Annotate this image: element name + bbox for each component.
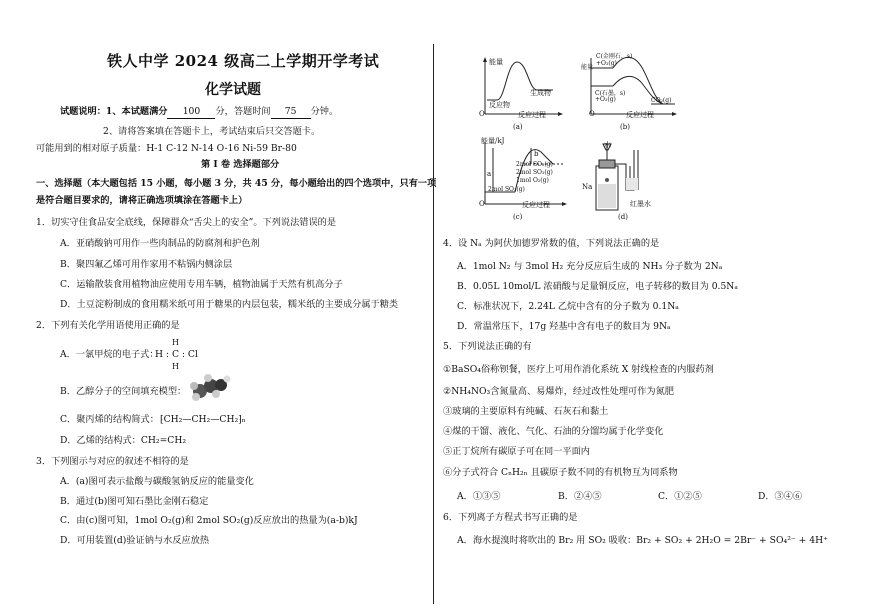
fig-b-ylabel: 能量: [581, 64, 594, 71]
q5-statement-2: ②NH₄NO₃含氮量高、易爆炸，经过改性处理可作为氮肥: [443, 386, 674, 397]
fig-c-product-1: 2mol SO₃(g): [516, 161, 553, 168]
fig-c-reactant-1: 2mol SO₂(g): [516, 169, 553, 176]
fig-c-a: a: [487, 170, 492, 178]
q3-option-d: D．可用装置(d)验证钠与水反应放热: [60, 535, 210, 546]
fig-b-mid-label: C(石墨，s): [595, 90, 626, 97]
q1-option-d: D．土豆淀粉制成的食用糯米纸可用于糖果的内层包装，糯米纸的主要成分属于糖类: [60, 299, 399, 310]
section-heading: 一、选择题（本大题包括 15 小题，每小题 3 分，共 45 分，每小题给出的四个选项中，只有一项: [36, 178, 437, 189]
fig-b-top-label: C(金刚石，s): [596, 53, 633, 60]
q2c-formula: ⁅CH₂—CH₂—CH₂⁆ₙ: [160, 414, 246, 425]
q6-option-a: A．海水提溴时将吹出的 Br₂ 用 SO₂ 吸收：Br₂ + SO₂ + 2H₂O = 2Br⁻ + SO₄²⁻ + 4H⁺: [457, 535, 828, 546]
fig-c-origin: O: [479, 200, 485, 208]
q5-statement-6: ⑥分子式符合 CₙH₂ₙ 且碳原子数不同的有机物互为同系物: [443, 467, 678, 478]
note-label: 试题说明：1、本试题满分: [60, 106, 168, 117]
q3-option-c: C．由(c)图可知，1mol O₂(g)和 2mol SO₂(g)反应放出的热量为(a-b)kJ: [60, 515, 358, 526]
fig-a-caption: (a): [513, 123, 523, 131]
q3-option-b: B．通过(b)图可知石墨比金刚石稳定: [60, 496, 209, 507]
question-1: 1．切实守住食品安全底线，保障群众“舌尖上的安全”。下列说法错误的是: [36, 217, 337, 228]
fig-b-co2: CO₂(g): [651, 97, 672, 104]
fig-c-caption: (c): [513, 213, 523, 221]
q1-option-a: A．亚硝酸钠可用作一些肉制品的防腐剂和护色剂: [60, 238, 260, 249]
note-line-2: 2、请将答案填在答题卡上，考试结束后只交答题卡。: [103, 126, 321, 137]
section-heading-2: 是符合题目要求的，请将正确选项填涂在答题卡上）: [36, 195, 248, 206]
score-value: 100: [167, 106, 215, 119]
q4-option-d: D．常温常压下，17g 羟基中含有电子的数目为 9Nₐ: [457, 321, 671, 332]
note-end: 分钟。: [310, 106, 339, 117]
question-5: 5．下列说法正确的有: [443, 341, 532, 352]
fig-d-na: Na: [582, 183, 593, 191]
question-3: 3．下列图示与对应的叙述不相符的是: [36, 456, 189, 467]
note-mid: 分，答题时间: [215, 106, 271, 117]
q5-option-c: C．①②⑤: [658, 491, 702, 502]
fig-b-origin: O: [589, 110, 595, 118]
column-divider: [433, 44, 434, 604]
q5-option-d: D．③④⑥: [758, 491, 803, 502]
q2a-h-bottom: H: [172, 362, 179, 371]
question-2: 2．下列有关化学用语使用正确的是: [36, 320, 180, 331]
atomic-masses: 可能用到的相对原子质量：H-1 C-12 N-14 O-16 Ni-59 Br-80: [36, 143, 297, 154]
q1-option-c: C．运输散装食用植物油应使用专用车辆，植物油属于天然有机高分子: [60, 279, 343, 290]
q2-option-b: B．乙醇分子的空间填充模型：: [60, 386, 187, 397]
fig-d-water: 水: [604, 141, 611, 149]
fig-a-ylabel: 能量: [489, 58, 503, 66]
q4-option-b: B．0.05L 10mol/L 浓硝酸与足量铜反应，电子转移的数目为 0.5Nₐ: [457, 281, 738, 292]
question-6: 6．下列离子方程式书写正确的是: [443, 512, 578, 523]
q4-option-c: C．标准状况下，2.24L 乙烷中含有的分子数为 0.1Nₐ: [457, 301, 679, 312]
fig-b-xlabel: 反应过程: [626, 111, 654, 119]
q5-statement-3: ③玻璃的主要原料有纯碱、石灰石和黏土: [443, 406, 609, 417]
fig-a-origin: O: [479, 110, 485, 118]
minutes-value: 75: [271, 106, 311, 119]
q2a-formula: H : C : Cl: [155, 349, 198, 360]
note-line-1: [60, 106, 338, 119]
fig-a-reactant: 反应物: [489, 101, 510, 109]
q5-option-a: A．①③⑤: [457, 491, 501, 502]
fig-c-ylabel: 能量/kJ: [481, 137, 505, 145]
q5-statement-5: ⑤正丁烷所有碳原子可在同一平面内: [443, 446, 590, 457]
fig-b-caption: (b): [620, 123, 630, 131]
q2-option-d: D．乙烯的结构式：CH₂=CH₂: [60, 435, 187, 446]
fig-a-xlabel: 反应过程: [518, 111, 546, 119]
fig-c-bottom-label: 2mol SO₃(g): [488, 186, 525, 193]
fig-b-mid-label-2: +O₂(g): [595, 96, 616, 103]
q4-option-a: A．1mol N₂ 与 3mol H₂ 充分反应后生成的 NH₃ 分子数为 2Nₐ: [457, 261, 723, 272]
q5-option-b: B．②④⑤: [558, 491, 602, 502]
q2-option-a: A．一氯甲烷的电子式：: [60, 349, 159, 360]
ethanol-model-image: [186, 371, 232, 403]
fig-d-ink: 红墨水: [630, 200, 651, 208]
part-heading: 第 I 卷 选择题部分: [201, 159, 280, 170]
fig-d-caption: (d): [618, 213, 628, 221]
subject-title: 化学试题: [205, 82, 261, 98]
fig-b-top-label-2: +O₂(g): [596, 60, 617, 67]
fig-c-b: b: [534, 150, 539, 158]
fig-c-reactant-2: 1mol O₂(g): [516, 177, 549, 184]
q5-statement-1: ①BaSO₄俗称钡餐，医疗上可用作消化系统 X 射线检查的内服药剂: [443, 364, 714, 375]
q5-statement-4: ④煤的干馏、液化、气化、石油的分馏均属于化学变化: [443, 426, 664, 437]
fig-c-xlabel: 反应过程: [522, 201, 550, 209]
q1-option-b: B．聚四氟乙烯可用作家用不粘锅内侧涂层: [60, 259, 233, 270]
figure-d-apparatus: [588, 140, 668, 215]
q2-option-c: C．聚丙烯的结构简式：: [60, 414, 159, 425]
q2a-h-top: H: [172, 338, 179, 347]
exam-title: 铁人中学 2024 级高二上学期开学考试: [107, 52, 380, 70]
q3-option-a: A．(a)图可表示盐酸与碳酸氢钠反应的能量变化: [60, 476, 254, 487]
fig-a-product: 生成物: [530, 89, 551, 97]
question-4: 4．设 Nₐ 为阿伏加德罗常数的值，下列说法正确的是: [443, 238, 660, 249]
